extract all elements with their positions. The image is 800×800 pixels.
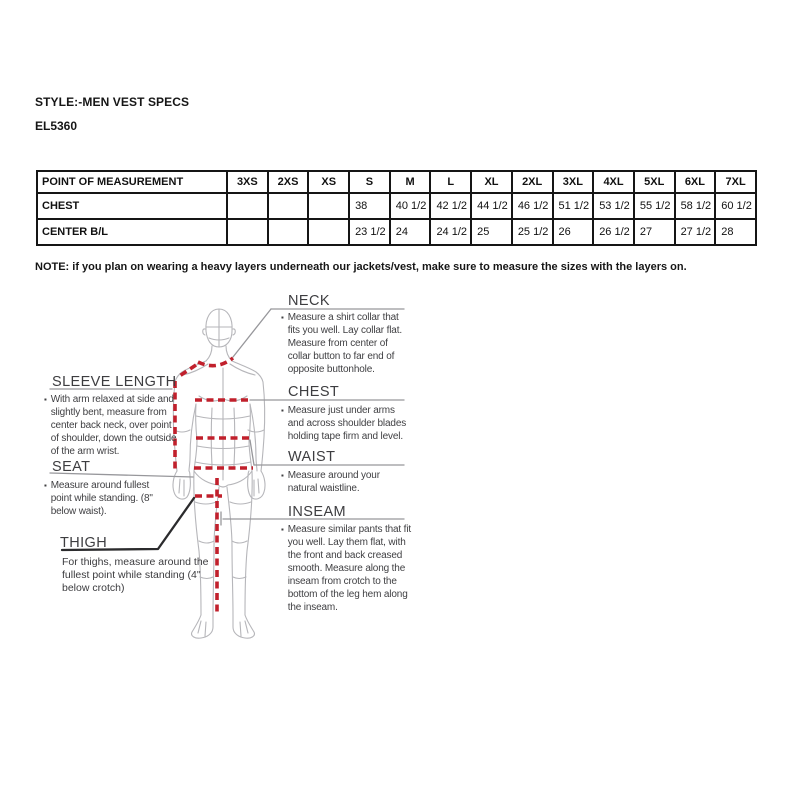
table-cell: 25 (471, 219, 512, 245)
table-header-cell: S (349, 171, 390, 193)
table-header-cell: 3XS (227, 171, 268, 193)
table-cell: 24 1/2 (430, 219, 471, 245)
sleeve-length-section-title: SLEEVE LENGTH (52, 374, 177, 390)
inseam-section-title: INSEAM (288, 504, 346, 520)
style-line: STYLE:-MEN VEST SPECS (35, 95, 190, 109)
neck-section-title: NECK (288, 293, 330, 309)
table-header-cell: 5XL (634, 171, 675, 193)
neck-pointer-line (233, 309, 271, 357)
table-header-cell: 2XS (268, 171, 309, 193)
table-cell: 40 1/2 (390, 193, 431, 219)
table-cell: 46 1/2 (512, 193, 553, 219)
seat-section-title: SEAT (52, 459, 91, 475)
table-cell: 23 1/2 (349, 219, 390, 245)
row-label: CENTER B/L (37, 219, 227, 245)
chest-section-text: ▪ Measure just under arms and across shoulder blades holding tape firm and level. (281, 405, 407, 442)
square-bullet-icon: ▪ (281, 471, 284, 480)
table-header-cell: 4XL (593, 171, 634, 193)
square-bullet-icon: ▪ (281, 313, 284, 322)
table-header-cell: 6XL (675, 171, 716, 193)
table-header-cell: POINT OF MEASUREMENT (37, 171, 227, 193)
table-header-cell: L (430, 171, 471, 193)
table-cell: 58 1/2 (675, 193, 716, 219)
table-cell: 25 1/2 (512, 219, 553, 245)
table-header-cell: XS (308, 171, 349, 193)
chest-section-title: CHEST (288, 384, 340, 400)
sleeve-length-section-text: ▪ With arm relaxed at side and slightly bent, measure from center back neck, over point of shoulder, down the outside of the arm wrist. (44, 394, 177, 457)
square-bullet-icon: ▪ (44, 481, 47, 490)
inseam-section-text: ▪ Measure similar pants that fit you well. Lay them flat, with the front and back creased smooth. Measure along the inseam from crotch to the bottom of the leg hem along the inseam. (281, 524, 412, 613)
table-cell: 53 1/2 (593, 193, 634, 219)
note-text: NOTE: if you plan on wearing a heavy layers underneath our jackets/vest, make sure to measure the sizes with the layers on. (35, 261, 687, 273)
waist-section-text: ▪ Measure around your natural waistline. (281, 470, 380, 494)
table-cell: 26 (553, 219, 594, 245)
table-header-cell: 3XL (553, 171, 594, 193)
table-cell: 38 (349, 193, 390, 219)
table-cell: 24 (390, 219, 431, 245)
table-header-cell: XL (471, 171, 512, 193)
table-cell: 28 (715, 219, 756, 245)
table-cell: 26 1/2 (593, 219, 634, 245)
waist-section-title: WAIST (288, 449, 336, 465)
neck-section-text: ▪ Measure a shirt collar that fits you well. Lay collar flat. Measure from center of collar button to far end of opposite buttonhole. (281, 312, 402, 375)
thigh-section-text: For thighs, measure around the fullest point while standing (4" below crotch) (62, 556, 209, 594)
table-cell: 27 (634, 219, 675, 245)
table-cell: 44 1/2 (471, 193, 512, 219)
square-bullet-icon: ▪ (281, 406, 284, 415)
table-cell: 55 1/2 (634, 193, 675, 219)
table-cell: 51 1/2 (553, 193, 594, 219)
style-code: EL5360 (35, 119, 78, 133)
square-bullet-icon: ▪ (281, 525, 284, 534)
table-cell: 60 1/2 (715, 193, 756, 219)
table-header-cell: 7XL (715, 171, 756, 193)
table-header-cell: 2XL (512, 171, 553, 193)
seat-section-text: ▪ Measure around fullest point while standing. (8" below waist). (44, 480, 153, 517)
thigh-section-title: THIGH (60, 535, 108, 551)
square-bullet-icon: ▪ (44, 395, 47, 404)
table-cell: 27 1/2 (675, 219, 716, 245)
table-cell: 42 1/2 (430, 193, 471, 219)
shoulder-measure-line (178, 365, 196, 377)
table-header-cell: M (390, 171, 431, 193)
row-label: CHEST (37, 193, 227, 219)
